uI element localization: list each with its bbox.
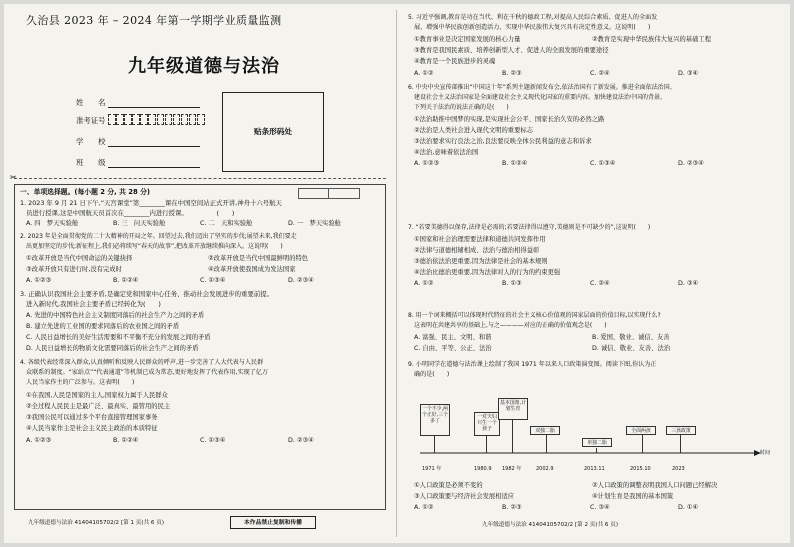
- q8-stem-line2: 这表明在共建共享的基础上,与之————对应的正确的价值观念是( ): [414, 322, 607, 329]
- school-field[interactable]: [108, 146, 200, 147]
- q5-stem-line2: 展、增强中华民族创新创造活力、实现中华民族伟大复兴具有决定性意义。这说明( ): [414, 24, 651, 31]
- q6-statement-2: ②法治是人类社会进入现代文明的重要标志: [414, 127, 533, 134]
- timeline-event-2015: 全面两孩: [626, 426, 656, 435]
- q2-statement-4: ④改革开放使我国成为发达国家: [208, 266, 296, 273]
- cut-line: [14, 178, 386, 179]
- timeline-year-2015: 2015.10: [630, 466, 651, 472]
- q7-statement-4: ④法治比德治更重要,因为法律对人的行为的约束更强: [414, 269, 561, 276]
- barcode-area: [222, 92, 324, 172]
- exam-id-boxes[interactable]: [108, 114, 205, 125]
- footer-left: 九年级道德与法治 41404105702/2 [第 1 页(共 6 页): [28, 520, 165, 526]
- timeline-event-2023: 三孩政策: [666, 426, 696, 435]
- page-2: [402, 10, 786, 537]
- page-fold: [396, 10, 397, 537]
- exam-header: 久治县 2023 年 – 2024 年第一学期学业质量监测: [26, 14, 282, 27]
- q2-statement-1: ①改革开放是当代中国命运的关键抉择: [26, 255, 133, 262]
- section-heading: 一、单项选择题。(每小题 2 分, 共 28 分): [20, 188, 150, 196]
- name-field[interactable]: [108, 107, 200, 108]
- timeline-year-2023: 2023: [672, 466, 685, 472]
- timeline-stem: [680, 434, 681, 453]
- q3-stem-line2: 进入新时代,我国社会主要矛盾已经转化为( ): [26, 300, 161, 308]
- q2-option-c[interactable]: C. ①③④: [200, 277, 226, 284]
- q1-stem-line1: 1. 2023 年 9 月 21 日下午,“天宫课堂”第________课在中国空间站正式开讲,神舟十六号航天: [20, 199, 282, 207]
- q6-option-d[interactable]: D. ②③④: [678, 160, 704, 167]
- q2-option-b[interactable]: B. ①②④: [113, 277, 139, 284]
- q5-statement-4: ④教育是一个民族进步的灵魂: [414, 58, 496, 65]
- q1-option-b[interactable]: B. 三 问天实验舱: [113, 220, 166, 227]
- q4-statement-2: ②全过程人民民主是最广泛、最真实、最管用的民主: [26, 403, 171, 410]
- q7-option-d[interactable]: D. ③④: [678, 280, 699, 287]
- timeline-year-2002: 2002.9: [536, 466, 554, 472]
- q7-statement-1: ①国家和社会治理需要法律和道德共同发挥作用: [414, 236, 546, 243]
- q2-statement-2: ②改革开放是当代中国最鲜明的特色: [208, 255, 309, 262]
- q1-option-c[interactable]: C. 二 天和实验舱: [200, 220, 253, 227]
- q9-option-c[interactable]: C. ③④: [590, 504, 610, 511]
- q9-option-d[interactable]: D. ①④: [678, 504, 699, 511]
- q9-option-a[interactable]: A. ①②: [414, 504, 434, 511]
- timeline-event-2002: 双独二胎: [530, 426, 560, 435]
- q4-option-a[interactable]: A. ①②③: [26, 437, 52, 444]
- q7-stem-line1: 7. “若要美德得以保存,法律是必需的;若要法律得以遵守,美德则是不可缺少的”,这说明( ): [408, 224, 651, 231]
- q8-stem-line1: 8. 用一个词来概括可以体现时代特征的社会主义核心价值观的国家层面的价值目标,以实现什么?: [408, 312, 661, 319]
- q5-option-a[interactable]: A. ①②: [414, 70, 434, 77]
- class-field[interactable]: [108, 167, 200, 168]
- timeline-event-1982: 基本国策,计划生育: [498, 398, 528, 420]
- school-label: 学 校: [76, 137, 106, 146]
- q9-statement-3: ③人口政策要与经济社会发展相适应: [414, 493, 515, 500]
- q8-option-b[interactable]: B. 爱国、敬业、诚信、友善: [592, 334, 670, 341]
- q1-option-a[interactable]: A. 四 梦天实验舱: [26, 220, 79, 227]
- exam-title: 九年级道德与法治: [128, 56, 280, 77]
- q7-statement-3: ③德治依法治更重要,因为法律是社会的基本规则: [414, 258, 548, 265]
- q1-option-d[interactable]: D. 一 梦天实验舱: [288, 220, 341, 227]
- timeline-event-1980: 一对夫妇只生一个孩子: [474, 412, 500, 436]
- q7-option-a[interactable]: A. ①②: [414, 280, 434, 287]
- q8-option-a[interactable]: A. 富强、民主、文明、和谐: [414, 334, 492, 341]
- q8-option-d[interactable]: D. 诚信、敬业、友善、法治: [592, 345, 671, 352]
- copyright-stamp: [230, 516, 316, 529]
- timeline-event-2013: 单独二胎: [582, 438, 612, 447]
- q6-stem-line2: 建设社会主义法治国家是全面建设社会主义现代化国家的重要内容。加快建设法治中国的背景、: [414, 94, 667, 101]
- q9-statement-1: ①人口政策是必须不变的: [414, 482, 483, 489]
- q4-stem-line3: 人民当家作主的广泛参与。这表明( ): [26, 379, 135, 386]
- q4-option-c[interactable]: C. ①③④: [200, 437, 226, 444]
- q5-statement-1: ①教育事业是决定国家发展的核心力量: [414, 36, 521, 43]
- q4-option-b[interactable]: B. ①②④: [113, 437, 139, 444]
- exam-id-label: 准考证号: [76, 116, 106, 125]
- q6-option-a[interactable]: A. ①②③: [414, 160, 440, 167]
- footer-right: 九年级道德与法治 41404105702/2 [第 2 页(共 6 页): [482, 522, 619, 528]
- timeline-year-1980: 1980.9: [474, 466, 492, 472]
- q9-stem-line1: 9. 小明同学在道德与法治课上绘制了我国 1971 年以来人口政策演变图。阅读下图,你认为正: [408, 361, 657, 368]
- q6-stem-line1: 6. 中央中央宣传部推出“中国这十年”系列主题新闻发布会,依法治国有了新发展。推进全面依法治国、: [408, 84, 676, 91]
- q6-stem-line3: 下列关于法治的说法正确的是( ): [414, 104, 509, 111]
- exam-sheet: [4, 4, 790, 543]
- q6-statement-1: ①法治助推中国梦的实现,是实现社会公平、国家长治久安的必然之路: [414, 116, 605, 123]
- timeline-event-1971: 一个不少,两个正好,三个多了: [420, 404, 450, 436]
- q5-statement-3: ③教育是我国民素质、培养创新型人才、促进人的全面发展的重要途径: [414, 47, 609, 54]
- name-label: 姓 名: [76, 98, 106, 107]
- page-1: [8, 10, 392, 537]
- score-table: [298, 188, 360, 199]
- timeline-stem: [486, 436, 487, 453]
- q4-option-d[interactable]: D. ②③④: [288, 437, 314, 444]
- q8-option-c[interactable]: C. 自由、平等、公正、法治: [414, 345, 492, 352]
- timeline-stem: [596, 448, 597, 453]
- timeline-axis-label: 时间: [760, 450, 771, 456]
- timeline-stem: [434, 436, 435, 453]
- q9-stem-line2: 确的是( ): [414, 371, 450, 378]
- timeline-stem: [512, 420, 513, 453]
- q6-option-b[interactable]: B. ①②④: [502, 160, 528, 167]
- q4-stem-line1: 4. 各级代表经常深入群众,认真倾听和反映人民群众的呼声,进一步完善了人大代表与人民群: [20, 359, 264, 366]
- q9-statement-2: ②人口政策的调整表明我国人口问题已经解决: [592, 482, 718, 489]
- q3-option-b[interactable]: B. 建立先进的工业国的要求同落后的农业国之间的矛盾: [26, 323, 180, 330]
- q6-statement-3: ③法治要求实行良法之治,良法要反映全体公民利益的意志和诉求: [414, 138, 592, 145]
- q3-option-c[interactable]: C. 人民日益增长的美好生活需要和不平衡不充分的发展之间的矛盾: [26, 334, 211, 341]
- q4-statement-1: ①在我国,人民是国家的主人,国家权力属于人民群众: [26, 392, 168, 399]
- q5-option-d[interactable]: D. ③④: [678, 70, 699, 77]
- q3-option-a[interactable]: A. 先进的中国特色社会主义制度同落后的社会生产力之间的矛盾: [26, 312, 205, 319]
- class-label: 班 级: [76, 158, 106, 167]
- timeline-year-1982: 1982 年: [502, 466, 522, 472]
- q3-option-d[interactable]: D. 人民日益增长的物质文化需要同落后的社会生产之间的矛盾: [26, 345, 199, 352]
- timeline-stem: [642, 434, 643, 453]
- q7-statement-2: ②法律与道德相辅相成、法治与德治相得益彰: [414, 247, 540, 254]
- timeline-year-2013: 2013.11: [584, 466, 605, 472]
- q5-statement-2: ②教育是实现中华民族伟大复兴的基础工程: [592, 36, 711, 43]
- q2-stem-line1: 2. 2023 年是全面贯彻党的二十大精神的开局之年。回望过去,我们迈出了坚实的步伐;展望未来,我们要走: [20, 233, 297, 240]
- scissors-icon: ✂: [10, 173, 17, 182]
- q5-option-b[interactable]: B. ②③: [502, 70, 522, 77]
- q5-option-c[interactable]: C. ②④: [590, 70, 610, 77]
- barcode-label: 贴条形码处: [254, 127, 292, 136]
- q6-option-c[interactable]: C. ①③④: [590, 160, 616, 167]
- q3-stem-line1: 3. 正确认识我国社会主要矛盾,是确定党和国家中心任务、推动社会发展进步的重要前提。: [20, 290, 274, 298]
- q6-statement-4: ④法治,意味着依法治国: [414, 149, 479, 156]
- timeline-stem: [546, 434, 547, 453]
- q2-statement-3: ③改革开放只有进行时,没有完成时: [26, 266, 122, 273]
- q9-statement-4: ④计划生育是我国的基本国策: [592, 493, 674, 500]
- q1-stem-line2: 员进行授课,这是中国航天员首次在________内进行授课。 ( ): [26, 209, 235, 217]
- q4-stem-line2: 众联系的制度。“家站点”“代表通道”等机制已成为常态,更好地发挥了代表作用,实现了亿万: [26, 369, 268, 376]
- q2-option-d[interactable]: D. ②③④: [288, 277, 314, 284]
- q4-statement-4: ④人民当家作主是社会主义民主政治的本质特征: [26, 425, 158, 432]
- q2-option-a[interactable]: A. ①②③: [26, 277, 52, 284]
- timeline-year-1971: 1971 年: [422, 466, 442, 472]
- q4-statement-3: ③我国公民可以通过多个平台直接管理国家事务: [26, 414, 158, 421]
- copyright-stamp-text: 本作品禁止复制和传播: [244, 520, 302, 526]
- q9-option-b[interactable]: B. ②③: [502, 504, 522, 511]
- q7-option-c[interactable]: C. ②④: [590, 280, 610, 287]
- q2-stem-line2: 出更加坚定的步伐;新征程上,我们必将续写“春天的故事”,把改革开放继续推向深入。这说明( ): [26, 243, 283, 250]
- population-policy-timeline: [416, 398, 776, 478]
- q5-stem-line1: 5. 习近平强调,教育是功在当代、利在千秋的德政工程,对提高人民综合素质、促进人的全面发: [408, 14, 658, 21]
- q7-option-b[interactable]: B. ①③: [502, 280, 522, 287]
